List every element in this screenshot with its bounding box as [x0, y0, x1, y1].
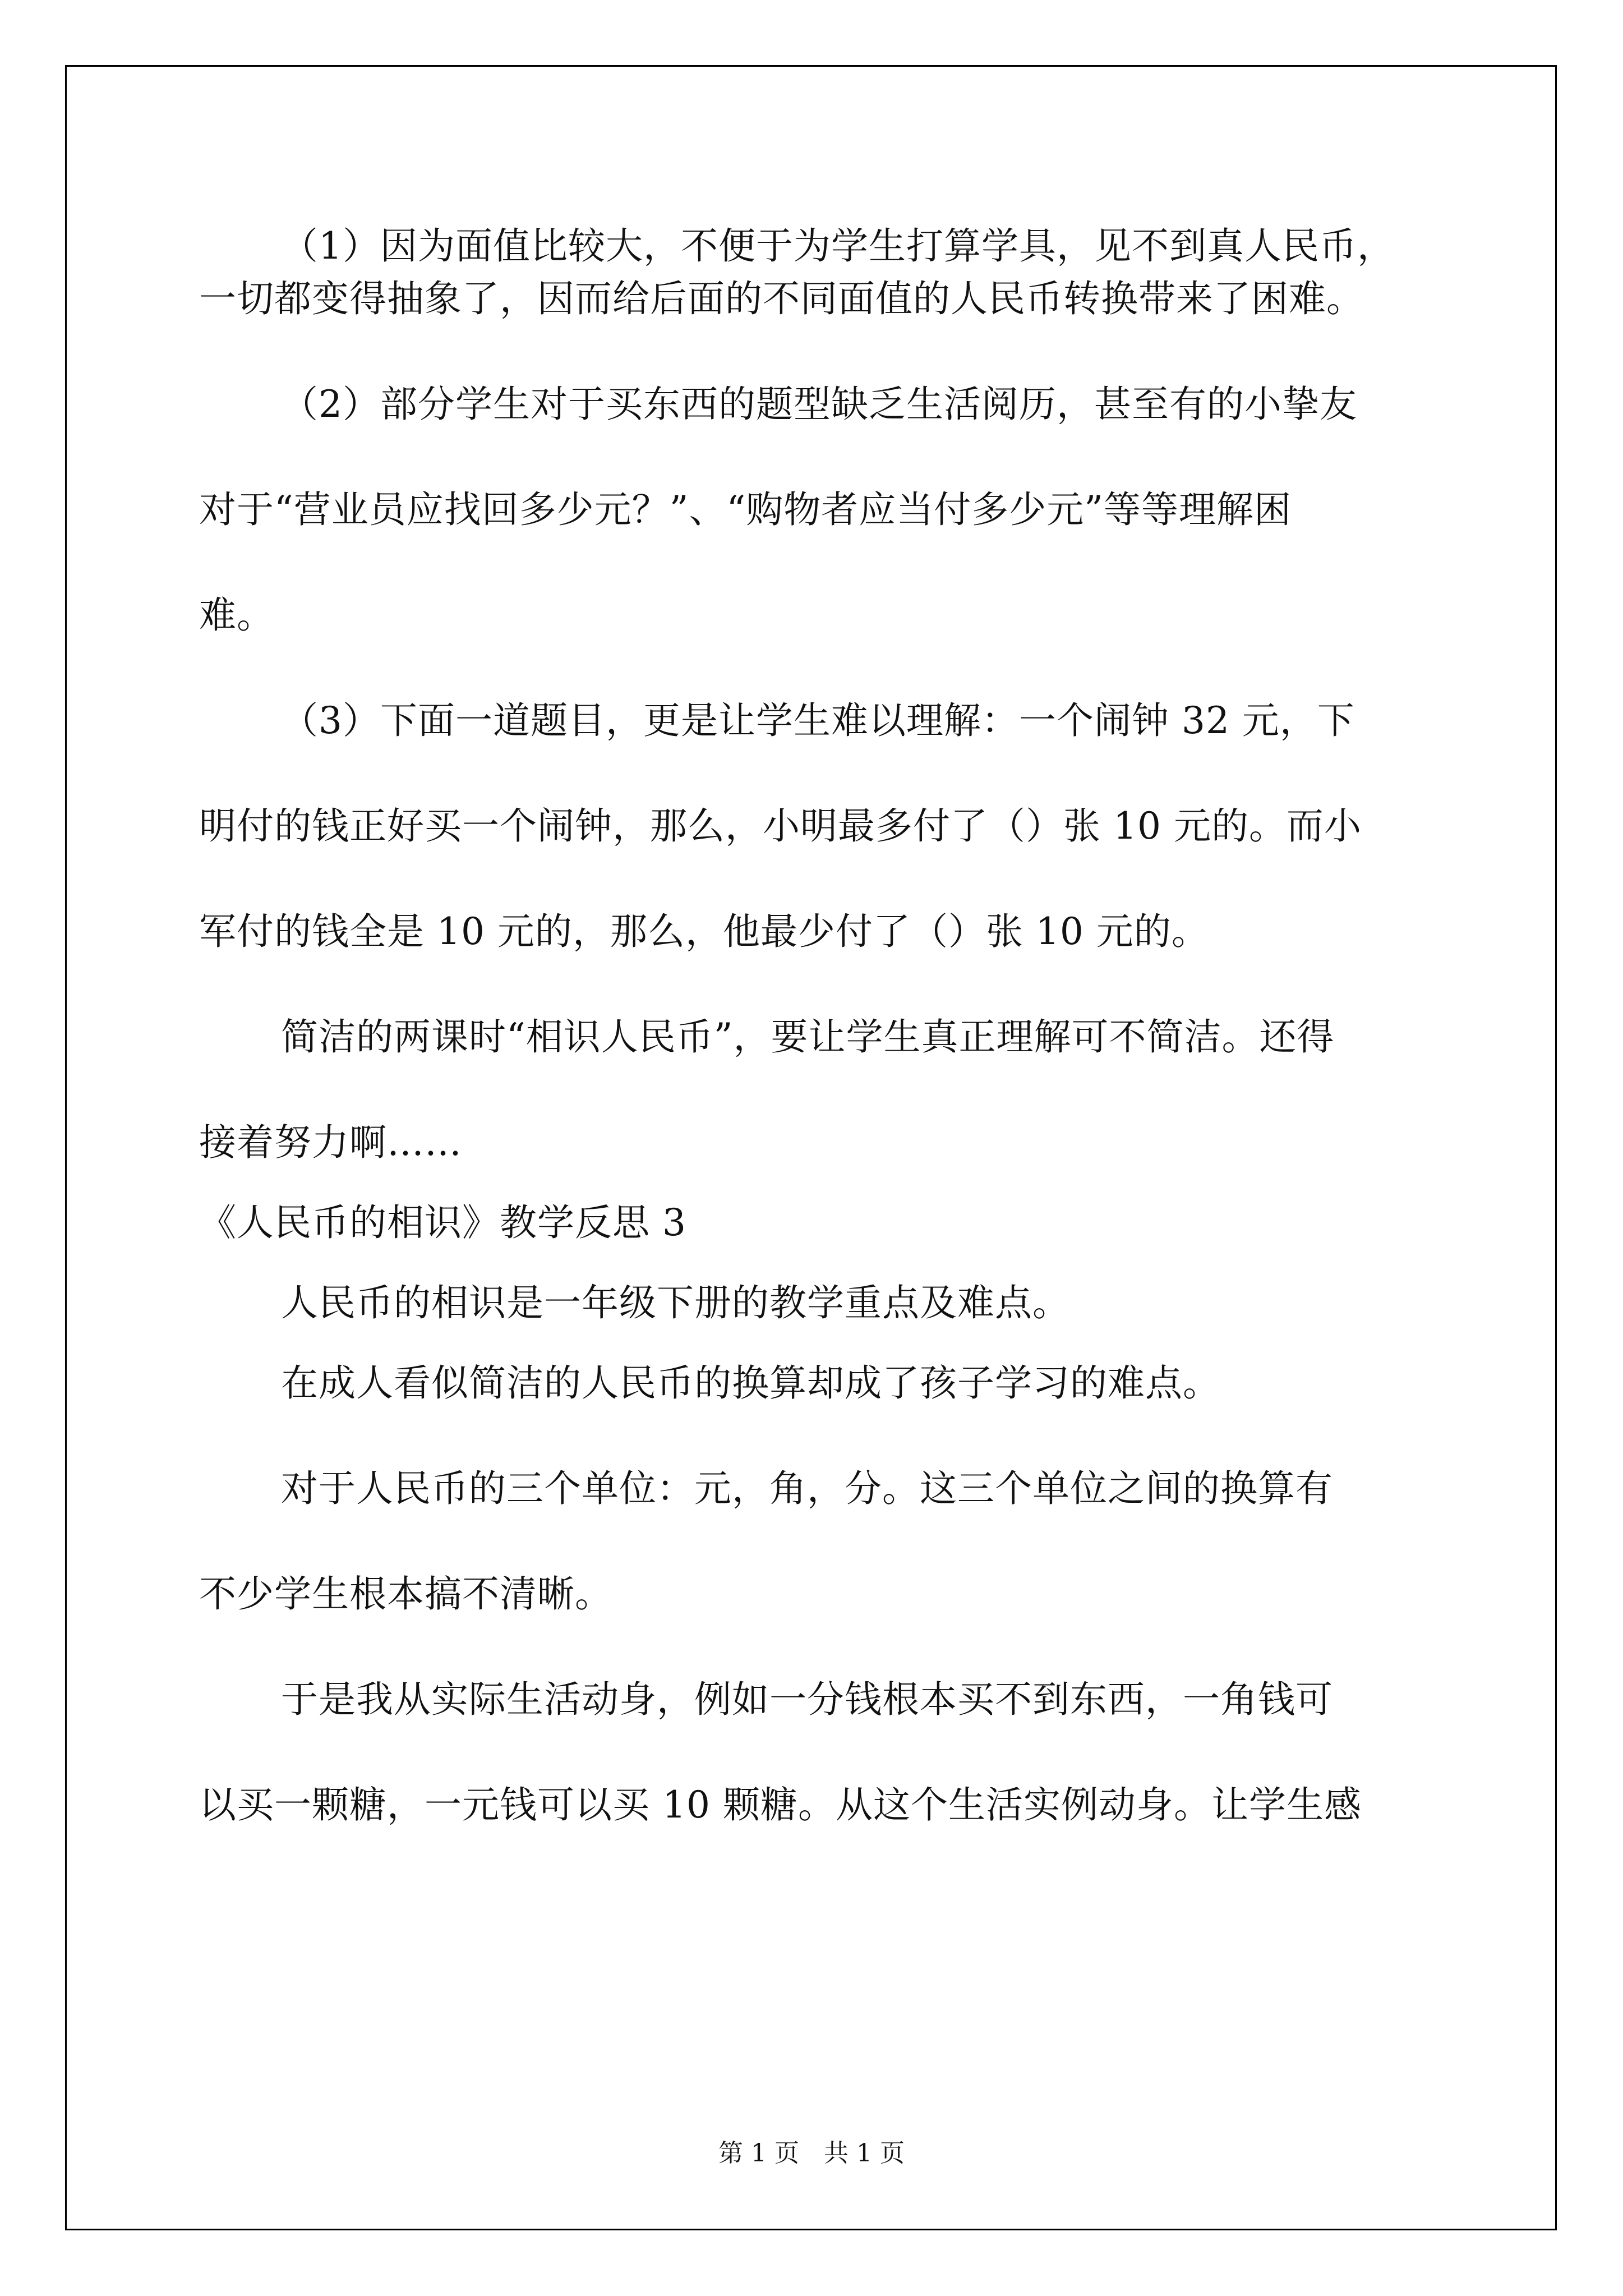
text-line: （2）部分学生对于买东西的题型缺乏生活阅历，甚至有的小挚友: [281, 383, 1357, 426]
text-line: 以买一颗糖，一元钱可以买 10 颗糖。从这个生活实例动身。让学生感: [199, 1783, 1362, 1826]
paragraph-7: [199, 1462, 1433, 1621]
text-line: 在成人看似简洁的人民币的换算却成了孩子学习的难点。: [281, 1361, 1220, 1405]
text-line: 军付的钱全是 10 元的，那么，他最少付了（）张 10 元的。: [199, 910, 1209, 953]
text-line: 一切都变得抽象了，因而给后面的不同面值的人民币转换带来了困难。: [199, 277, 1364, 320]
text-line: 人民币的相识是一年级下册的教学重点及难点。: [281, 1281, 1070, 1324]
page-footer: 第 1 页 共 1 页: [718, 2139, 905, 2168]
paragraph-3: [199, 694, 1433, 958]
paragraph-2: [199, 378, 1433, 642]
paragraph-6: [199, 1357, 1433, 1410]
text-line: 对于人民币的三个单位：元，角，分。这三个单位之间的换算有: [281, 1467, 1333, 1510]
heading-text: 《人民币的相识》教学反思 3: [199, 1201, 686, 1244]
text-line: 明付的钱正好买一个闹钟，那么，小明最多付了（）张 10 元的。而小: [199, 804, 1362, 848]
text-line: 对于“营业员应找回多少元？”、“购物者应当付多少元”等等理解困: [199, 488, 1292, 531]
text-line: （1）因为面值比较大，不便于为学生打算学具，见不到真人民币，: [281, 224, 1395, 268]
text-line: 不少学生根本搞不清晰。: [199, 1572, 612, 1616]
text-line: 接着努力啊……: [199, 1121, 462, 1164]
text-line: 于是我从实际生活动身，例如一分钱根本买不到东西，一角钱可: [281, 1678, 1333, 1721]
paragraph-1: [199, 220, 1433, 325]
paragraph-4: [199, 1011, 1433, 1169]
text-line: 难。: [199, 593, 274, 637]
text-line: （3）下面一道题目，更是让学生难以理解：一个闹钟 32 元，下: [281, 699, 1355, 742]
paragraph-8: [199, 1673, 1433, 1832]
text-line: 简洁的两课时“相识人民币”，要让学生真正理解可不简洁。还得: [281, 1015, 1335, 1059]
paragraph-5: [199, 1277, 1433, 1329]
document-body: [199, 220, 1433, 1832]
section-heading: [199, 1197, 1433, 1249]
